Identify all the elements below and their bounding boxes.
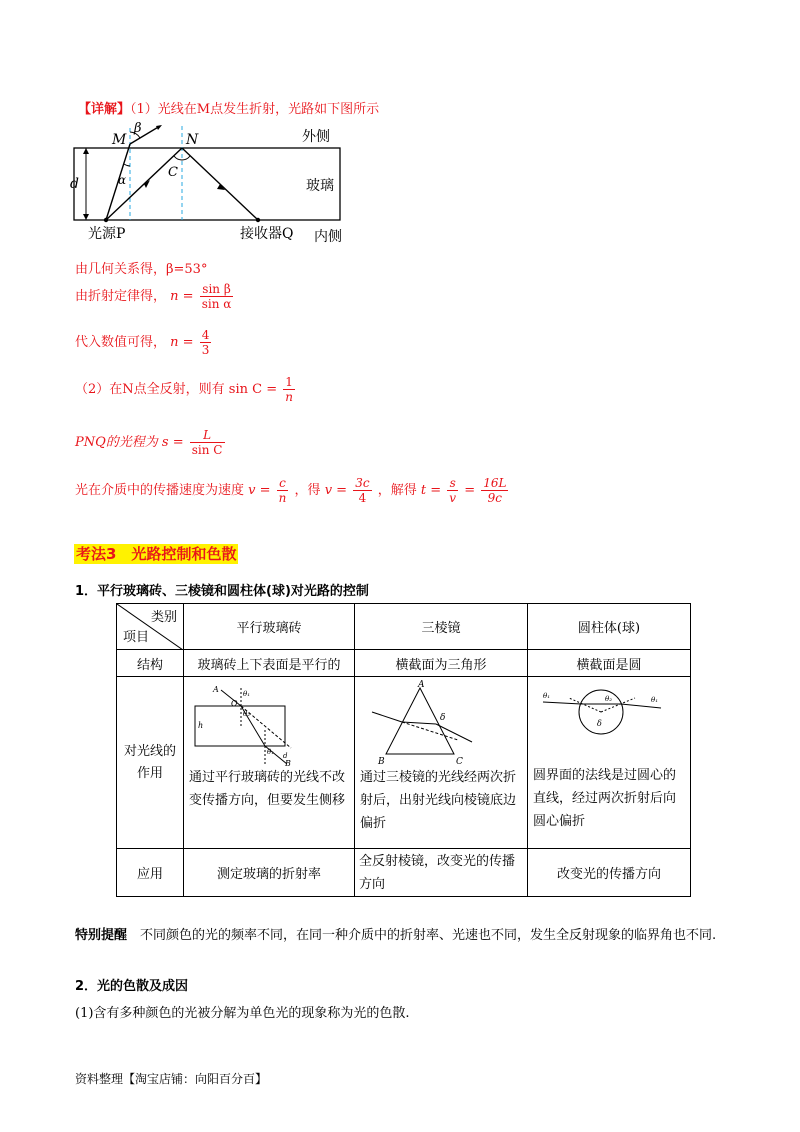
step-5-t-fraction-2 xyxy=(481,476,508,505)
effect-cylinder-text: 圆界面的法线是过圆心的直线，经过两次折射后向圆心偏折 xyxy=(533,768,677,829)
step-5-t-lhs: t = xyxy=(420,483,442,498)
cylinder-exit-ray xyxy=(621,704,661,708)
step-3 xyxy=(75,328,213,357)
fig1-label-A: A xyxy=(213,685,219,694)
point-2-1: (1)含有多种颜色的光被分解为单色光的现象称为光的色散. xyxy=(75,1006,410,1021)
effect-prism xyxy=(355,677,528,849)
table-row-structure xyxy=(117,650,691,677)
step-4 xyxy=(75,428,227,457)
light-path-diagram xyxy=(70,118,370,248)
part-2-num: 1 xyxy=(283,375,295,390)
label-outer: 外侧 xyxy=(302,129,330,145)
step-4-den: sin C xyxy=(191,443,223,457)
header-glass-brick: 平行玻璃砖 xyxy=(184,604,355,650)
step-5-text-c: ，解得 xyxy=(377,483,417,498)
effect-glass-brick-text: 通过平行玻璃砖的光线不改变传播方向，但要发生侧移 xyxy=(189,770,346,808)
part-2-den: n xyxy=(285,390,293,404)
step-5-v2-lhs: v = xyxy=(324,483,348,498)
part-2 xyxy=(75,375,297,404)
fig1-label-O: O xyxy=(231,699,238,708)
footer: 资料整理【淘宝店铺：向阳百分百】 xyxy=(75,1072,268,1086)
label-inner: 内侧 xyxy=(314,229,342,245)
table-row-effect xyxy=(117,677,691,849)
fig1-label-B: B xyxy=(285,759,291,766)
fig2-label-A: A xyxy=(418,680,425,690)
label-M: M xyxy=(112,132,127,148)
step-5-v2-fraction xyxy=(353,476,371,505)
step-5-t-eq: = xyxy=(464,483,476,498)
prism-figure xyxy=(368,680,478,766)
fig1-label-h: h xyxy=(198,721,204,730)
table-row-use xyxy=(117,849,691,897)
light-control-table xyxy=(116,603,691,897)
step-5-text-b: ，得 xyxy=(294,483,321,498)
step-2-fraction xyxy=(200,282,234,311)
part-2-text: （2）在N点全反射，则有 xyxy=(75,382,225,397)
fig2-label-delta: δ xyxy=(440,713,446,723)
corner-top-label: 类别 xyxy=(150,610,177,625)
step-2 xyxy=(75,282,235,311)
step-5-v2-den: 4 xyxy=(358,491,367,505)
glass-brick-shape xyxy=(195,706,285,746)
step-4-num: L xyxy=(190,428,225,443)
row-label-use: 应用 xyxy=(117,849,184,897)
step-5-t-den-2: 9c xyxy=(487,491,503,505)
use-glass-brick: 测定玻璃的折射率 xyxy=(184,849,355,897)
step-5-v1-den: n xyxy=(278,491,287,505)
fig1-theta1b: θ₁ xyxy=(267,748,275,756)
step-3-den: 3 xyxy=(201,343,210,357)
prism-incident-ray xyxy=(372,712,402,722)
step-5-t-fraction-1 xyxy=(447,476,458,505)
structure-cylinder: 横截面是圆 xyxy=(528,650,691,677)
glass-slab xyxy=(74,148,340,220)
step-4-lhs: s = xyxy=(161,435,184,450)
ray-out-arrow xyxy=(156,125,162,130)
step-3-text: 代入数值可得， xyxy=(75,335,167,350)
corner-cell xyxy=(117,604,184,650)
label-alpha: α xyxy=(118,173,127,187)
cylinder-normal-1 xyxy=(569,698,601,712)
point-P xyxy=(104,218,108,222)
label-glass: 玻璃 xyxy=(306,178,334,194)
fig1-theta2: θ₂ xyxy=(243,710,251,718)
step-5 xyxy=(75,476,510,505)
label-N: N xyxy=(186,132,199,148)
structure-glass-brick: 玻璃砖上下表面是平行的 xyxy=(184,650,355,677)
fig3-delta: δ xyxy=(597,719,602,728)
effect-prism-text: 通过三棱镜的光线经两次折射后，出射光线向棱镜底边偏折 xyxy=(360,770,517,831)
header-cylinder: 圆柱体(球) xyxy=(528,604,691,650)
part-2-lhs: sin C = xyxy=(228,382,278,397)
angle-alpha-arc xyxy=(124,164,130,166)
step-5-t-den-1: v xyxy=(449,491,457,505)
fig3-theta2: θ₂ xyxy=(605,695,613,703)
tip-text: 不同颜色的光的频率不同，在同一种介质中的折射率、光速也不同，发生全反射现象的临界角也不同. xyxy=(127,928,717,943)
point-Q xyxy=(256,218,260,222)
row-label-effect xyxy=(117,677,184,849)
step-2-text: 由折射定律得， xyxy=(75,289,167,304)
step-5-v1-num: c xyxy=(277,476,289,491)
step-2-num: sin β xyxy=(200,282,234,297)
point-1: 1．平行玻璃砖、三棱镜和圆柱体(球)对光路的控制 xyxy=(75,584,369,599)
step-5-t-num-2: 16L xyxy=(483,476,507,490)
prism-exit-ray xyxy=(436,724,472,742)
solution-label: 【详解】 xyxy=(78,102,131,117)
part-2-fraction xyxy=(283,375,295,404)
label-d: d xyxy=(70,176,79,192)
step-5-v1-fraction xyxy=(277,476,289,505)
cylinder-incident-ray xyxy=(543,702,581,704)
d-arrow-top xyxy=(83,148,89,154)
label-C: C xyxy=(168,165,178,180)
d-arrow-bottom xyxy=(83,214,89,220)
fig2-label-C: C xyxy=(456,757,463,766)
solution-part1: （1）光线在M点发生折射，光路如下图所示 xyxy=(130,102,380,117)
cylinder-figure xyxy=(539,684,669,742)
step-4-text: PNQ的光程为 xyxy=(75,435,158,450)
label-beta: β xyxy=(134,121,142,136)
effect-cylinder xyxy=(528,677,691,849)
tip-paragraph xyxy=(75,925,735,947)
step-5-v1-lhs: v = xyxy=(248,483,271,498)
solution-line-1 xyxy=(78,98,379,117)
effect-glass-brick xyxy=(184,677,355,849)
section-title: 考法3 光路控制和色散 xyxy=(76,545,237,563)
header-prism: 三棱镜 xyxy=(355,604,528,650)
fig1-label-d: d xyxy=(283,752,288,760)
step-5-t-num-1: s xyxy=(447,476,458,491)
use-cylinder: 改变光的传播方向 xyxy=(528,849,691,897)
step-5-text-a: 光在介质中的传播速度为速度 xyxy=(75,483,245,498)
section-heading xyxy=(74,543,238,564)
structure-prism: 横截面为三角形 xyxy=(355,650,528,677)
table-header-row xyxy=(117,604,691,650)
label-receiver: 接收器Q xyxy=(240,226,294,242)
fig1-theta1: θ₁ xyxy=(243,690,251,698)
step-3-fraction xyxy=(200,328,212,357)
row-label-effect-text: 对光线的作用 xyxy=(124,743,177,781)
tip-label: 特别提醒 xyxy=(75,928,128,943)
corner-bottom-label: 项目 xyxy=(123,630,150,645)
use-prism: 全反射棱镜，改变光的传播方向 xyxy=(355,849,528,897)
step-5-v2-num: 3c xyxy=(355,476,370,490)
fig3-theta1: θ₁ xyxy=(543,692,551,700)
fig2-label-B: B xyxy=(378,757,385,766)
step-1: 由几何关系得，β=53° xyxy=(75,262,208,277)
point-2: 2．光的色散及成因 xyxy=(75,979,189,994)
step-2-lhs: n = xyxy=(170,289,194,304)
row-label-structure: 结构 xyxy=(117,650,184,677)
label-source: 光源P xyxy=(88,226,126,242)
glass-brick-figure xyxy=(191,682,301,766)
step-4-fraction xyxy=(190,428,225,457)
step-3-lhs: n = xyxy=(170,335,194,350)
step-2-den: sin α xyxy=(201,297,232,311)
fig3-theta1-out: θ₁ xyxy=(651,696,659,704)
step-3-num: 4 xyxy=(201,328,210,342)
